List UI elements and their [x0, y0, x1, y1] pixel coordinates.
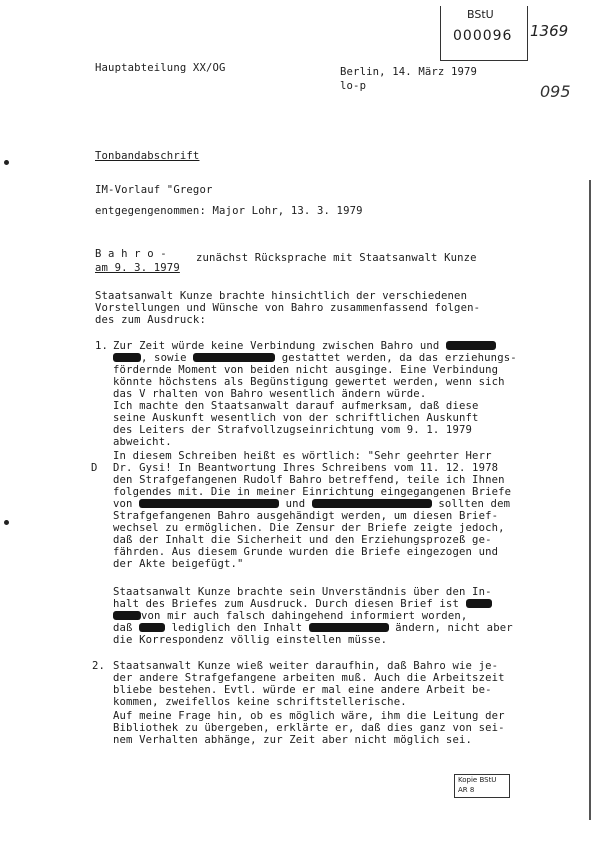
- binding-hole: [4, 520, 9, 525]
- item-1-line: wechsel zu ermöglichen. Die Zensur der Briefe zeigte jedoch,: [113, 522, 505, 534]
- copy-stamp: [454, 774, 510, 798]
- item-2-line: Auf meine Frage hin, ob es möglich wäre, ihm die Leitung der: [113, 710, 505, 722]
- redaction: [309, 623, 389, 632]
- item-1-line: der Akte beigefügt.": [113, 558, 244, 570]
- subject-text: zunächst Rücksprache mit Staatsanwalt Kunze: [196, 252, 477, 264]
- source-line-2: entgegengenommen: Major Lohr, 13. 3. 1979: [95, 205, 363, 217]
- redaction: [139, 499, 279, 508]
- item-1-line: [113, 340, 496, 352]
- item-1-line: [113, 598, 492, 610]
- item-1-line: könnte höchstens als Begünstigung gewertet werden, wenn sich: [113, 376, 505, 388]
- item-1-line: abweicht.: [113, 436, 172, 448]
- bstu-stamp: [440, 6, 528, 61]
- bstu-stamp-number: 000096: [453, 28, 513, 44]
- item-1-line: [113, 352, 517, 364]
- item-1-text: ändern, nicht aber: [395, 622, 513, 634]
- item-2-line: bliebe bestehen. Evtl. würde er mal eine andere Arbeit be-: [113, 684, 492, 696]
- item-1-number: 1.: [95, 340, 109, 352]
- item-1-line: des Leiters der Strafvollzugseinrichtung vom 9. 1. 1979: [113, 424, 473, 436]
- bstu-stamp-label: BStU: [467, 8, 494, 21]
- department-heading: Hauptabteilung XX/OG: [95, 62, 226, 74]
- item-1-text: halt des Briefes zum Ausdruck. Durch diesen Brief ist: [113, 598, 459, 610]
- item-1-line: Strafgefangenen Bahro ausgehändigt werden, um diesen Brief-: [113, 510, 499, 522]
- handwritten-folio-number: 095: [540, 82, 571, 101]
- page-edge-line: [589, 180, 591, 820]
- redaction: [139, 623, 165, 632]
- reference-initials: lo-p: [340, 80, 367, 92]
- handwritten-page-number: 1369: [530, 22, 569, 40]
- place-date: Berlin, 14. März 1979: [340, 66, 478, 78]
- item-1-text: von mir auch falsch dahingehend informiert worden,: [141, 610, 468, 622]
- item-1-line: Dr. Gysi! In Beantwortung Ihres Schreibens vom 11. 12. 1978: [113, 462, 499, 474]
- item-1-line: [113, 610, 467, 622]
- item-1-line: [113, 622, 513, 634]
- item-1-text: gestattet werden, da das erziehungs-: [281, 352, 517, 364]
- redaction: [113, 611, 141, 620]
- redaction: [446, 341, 496, 350]
- copy-stamp-line-2: AR 8: [458, 786, 475, 794]
- item-1-line: Ich machte den Staatsanwalt darauf aufmerksam, daß diese: [113, 400, 479, 412]
- item-1-line: fährden. Aus diesem Grunde wurden die Briefe eingezogen und: [113, 546, 499, 558]
- item-1-text: daß: [113, 622, 133, 634]
- item-1-line: [113, 498, 510, 510]
- subject-date: am 9. 3. 1979: [95, 262, 180, 274]
- item-1-text: sollten dem: [438, 498, 511, 510]
- redaction: [312, 499, 432, 508]
- item-1-line: In diesem Schreiben heißt es wörtlich: "Sehr geehrter Herr: [113, 450, 492, 462]
- subject-name: B a h r o -: [95, 248, 167, 260]
- item-2-line: nem Verhalten abhänge, zur Zeit aber nicht möglich sei.: [113, 734, 473, 746]
- item-1-text: lediglich den Inhalt: [171, 622, 303, 634]
- item-2-line: Staatsanwalt Kunze wieß weiter daraufhin, daß Bahro wie je-: [113, 660, 499, 672]
- item-1-line: das V rhalten von Bahro wesentlich ändern würde.: [113, 388, 427, 400]
- intro-line-3: des zum Ausdruck:: [95, 314, 206, 326]
- item-1-text: Zur Zeit würde keine Verbindung zwischen Bahro und: [113, 340, 440, 352]
- binding-hole: [4, 160, 9, 165]
- item-1-text: und: [285, 498, 306, 510]
- item-1-line: die Korrespondenz völlig einstellen müsse.: [113, 634, 388, 646]
- copy-stamp-line-1: Kopie BStU: [458, 776, 497, 784]
- margin-mark: D: [91, 462, 98, 474]
- item-1-line: Staatsanwalt Kunze brachte sein Unverständnis über den In-: [113, 586, 492, 598]
- item-1-line: fördernde Moment von beiden nicht ausginge. Eine Verbindung: [113, 364, 499, 376]
- item-2-number: 2.: [92, 660, 106, 672]
- item-2-line: der andere Strafgefangene arbeiten muß. Auch die Arbeitszeit: [113, 672, 505, 684]
- item-1-text: von: [113, 498, 133, 510]
- redaction: [193, 353, 275, 362]
- item-2-line: kommen, zweifellos keine schriftstellerische.: [113, 696, 407, 708]
- item-1-line: den Strafgefangenen Rudolf Bahro betreffend, teile ich Ihnen: [113, 474, 505, 486]
- redaction: [466, 599, 492, 608]
- item-1-line: seine Auskunft wesentlich von der schriftlichen Auskunft: [113, 412, 479, 424]
- item-1-line: daß der Inhalt die Sicherheit und den Erziehungsprozeß ge-: [113, 534, 492, 546]
- intro-line-2: Vorstellungen und Wünsche von Bahro zusammenfassend folgen-: [95, 302, 481, 314]
- intro-line-1: Staatsanwalt Kunze brachte hinsichtlich der verschiedenen: [95, 290, 468, 302]
- item-1-text: , sowie: [141, 352, 187, 364]
- document-title: Tonbandabschrift: [95, 150, 200, 162]
- redaction: [113, 353, 141, 362]
- item-1-line: folgendes mit. Die in meiner Einrichtung eingegangenen Briefe: [113, 486, 512, 498]
- item-2-line: Bibliothek zu übergeben, erklärte er, daß dies ganz von sei-: [113, 722, 505, 734]
- source-line-1: IM-Vorlauf "Gregor: [95, 184, 213, 196]
